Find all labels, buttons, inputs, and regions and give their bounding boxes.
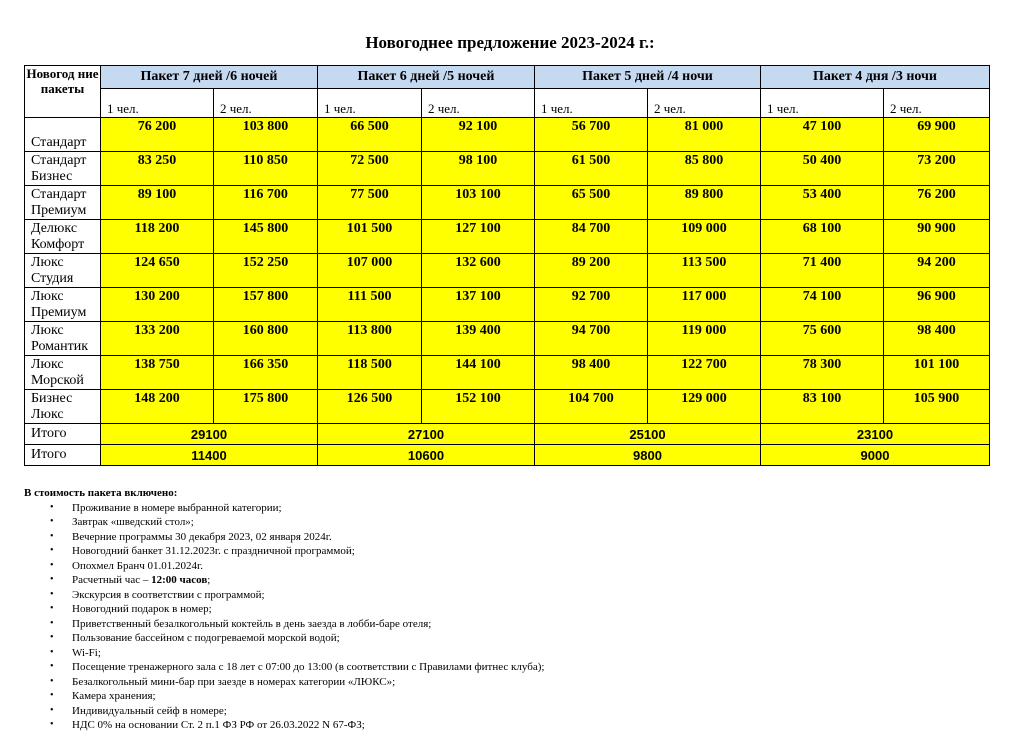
list-item: [50, 530, 984, 545]
sub-header: 1 чел.: [761, 89, 884, 118]
total-row: [25, 424, 990, 445]
price-cell: 98 100: [422, 152, 535, 186]
bullet-icon: •: [50, 545, 54, 556]
list-item: [50, 602, 984, 617]
sub-header: 1 чел.: [101, 89, 214, 118]
price-cell: 110 850: [214, 152, 318, 186]
price-cell: 107 000: [318, 254, 422, 288]
total-value: 27100: [318, 424, 535, 445]
table-row: [25, 288, 990, 322]
total-value: 29100: [101, 424, 318, 445]
price-cell: 47 100: [761, 118, 884, 152]
bullet-icon: •: [50, 704, 54, 716]
bullet-icon: •: [50, 719, 54, 730]
bullet-icon: •: [50, 603, 54, 614]
table-row: [25, 322, 990, 356]
price-cell: 117 000: [648, 288, 761, 322]
bullet-icon: •: [50, 661, 54, 672]
total-value: 10600: [318, 445, 535, 466]
price-cell: 84 700: [535, 220, 648, 254]
price-cell: 92 700: [535, 288, 648, 322]
price-cell: 69 900: [884, 118, 990, 152]
list-item-text: НДС 0% на основании Ст. 2 п.1 ФЗ РФ от 26.03.2022 N 67-ФЗ;: [72, 719, 365, 731]
price-cell: 145 800: [214, 220, 318, 254]
list-item: [50, 544, 984, 559]
row-category: Бизнес Люкс: [25, 390, 101, 424]
list-item-text: Посещение тренажерного зала с 18 лет с 07:00 до 13:00 (в соответствии с Правилами фитнес клуба);: [72, 661, 545, 673]
list-item: [50, 704, 984, 719]
table-row: [25, 186, 990, 220]
total-row: [25, 445, 990, 466]
list-item-text: Экскурсия в соответствии с программой;: [72, 588, 265, 601]
price-cell: 113 500: [648, 254, 761, 288]
row-category: Люкс Морской: [25, 356, 101, 390]
price-cell: 122 700: [648, 356, 761, 390]
price-cell: 160 800: [214, 322, 318, 356]
price-cell: 98 400: [535, 356, 648, 390]
list-item-checkout: [50, 573, 984, 588]
list-item: [50, 501, 984, 516]
list-item: [50, 646, 984, 661]
price-cell: 166 350: [214, 356, 318, 390]
checkout-time: 12:00 часов: [151, 574, 208, 586]
list-item-text: Пользование бассейном с подогреваемой морской водой;: [72, 632, 340, 644]
price-cell: 76 200: [884, 186, 990, 220]
included-title: В стоимость пакета включено:: [24, 487, 178, 499]
price-cell: 118 200: [101, 220, 214, 254]
total-label: Итого: [25, 424, 101, 445]
price-cell: 66 500: [318, 118, 422, 152]
price-cell: 74 100: [761, 288, 884, 322]
sub-header: 2 чел.: [422, 89, 535, 118]
row-category: Люкс Романтик: [25, 322, 101, 356]
package-header-5days: Пакет 5 дней /4 ночи: [535, 66, 761, 89]
list-item-text: Индивидуальный сейф в номере;: [72, 704, 227, 717]
price-cell: 103 100: [422, 186, 535, 220]
price-cell: 81 000: [648, 118, 761, 152]
price-cell: 152 100: [422, 390, 535, 424]
sub-header: 2 чел.: [884, 89, 990, 118]
row-category: Стандарт Премиум: [25, 186, 101, 220]
table-row: [25, 254, 990, 288]
price-cell: 76 200: [101, 118, 214, 152]
list-item-text: Новогодний подарок в номер;: [72, 603, 212, 615]
price-cell: 68 100: [761, 220, 884, 254]
price-cell: 127 100: [422, 220, 535, 254]
list-item-text: Новогодний банкет 31.12.2023г. с праздничной программой;: [72, 545, 355, 557]
bullet-icon: •: [50, 617, 54, 629]
price-cell: 90 900: [884, 220, 990, 254]
price-cell: 89 100: [101, 186, 214, 220]
price-cell: 148 200: [101, 390, 214, 424]
checkout-suffix: ;: [207, 574, 211, 586]
price-cell: 119 000: [648, 322, 761, 356]
total-value: 25100: [535, 424, 761, 445]
list-item: [50, 631, 984, 646]
sub-header: 1 чел.: [318, 89, 422, 118]
price-cell: 152 250: [214, 254, 318, 288]
price-cell: 94 700: [535, 322, 648, 356]
bullet-icon: •: [50, 530, 54, 542]
total-value: 9800: [535, 445, 761, 466]
list-item-text: Безалкогольный мини-бар при заезде в номерах категории «ЛЮКС»;: [72, 675, 396, 688]
price-cell: 78 300: [761, 356, 884, 390]
price-cell: 111 500: [318, 288, 422, 322]
price-cell: 83 100: [761, 390, 884, 424]
total-value: 11400: [101, 445, 318, 466]
checkout-prefix: Расчетный час –: [72, 574, 152, 586]
bullet-icon: •: [50, 632, 54, 643]
price-cell: 109 000: [648, 220, 761, 254]
price-table-body: [25, 118, 990, 424]
price-cell: 61 500: [535, 152, 648, 186]
row-category: Делюкс Комфорт: [25, 220, 101, 254]
price-cell: 130 200: [101, 288, 214, 322]
package-header-4days: Пакет 4 дня /3 ночи: [761, 66, 990, 89]
price-cell: 72 500: [318, 152, 422, 186]
table-row: [25, 220, 990, 254]
list-item-text: Вечерние программы 30 декабря 2023, 02 января 2024г.: [72, 530, 332, 543]
price-cell: 83 250: [101, 152, 214, 186]
table-row: [25, 390, 990, 424]
list-item-text: Камера хранения;: [72, 690, 156, 702]
price-cell: 157 800: [214, 288, 318, 322]
list-item: [50, 718, 984, 733]
price-cell: 113 800: [318, 322, 422, 356]
price-cell: 56 700: [535, 118, 648, 152]
list-item-text: Wi-Fi;: [72, 646, 101, 659]
list-item-text: Завтрак «шведский стол»;: [72, 516, 194, 528]
price-cell: 89 200: [535, 254, 648, 288]
table-row: [25, 356, 990, 390]
sub-header: 2 чел.: [648, 89, 761, 118]
price-cell: 116 700: [214, 186, 318, 220]
price-table: [24, 65, 990, 466]
price-cell: 101 500: [318, 220, 422, 254]
price-cell: 75 600: [761, 322, 884, 356]
list-item: [50, 660, 984, 675]
price-cell: 50 400: [761, 152, 884, 186]
price-cell: 92 100: [422, 118, 535, 152]
price-cell: 129 000: [648, 390, 761, 424]
price-cell: 101 100: [884, 356, 990, 390]
corner-header: Новогод ние пакеты: [25, 66, 101, 118]
bullet-icon: •: [50, 690, 54, 701]
package-header-7days: Пакет 7 дней /6 ночей: [101, 66, 318, 89]
price-cell: 53 400: [761, 186, 884, 220]
price-cell: 96 900: [884, 288, 990, 322]
list-item: [50, 559, 984, 574]
row-category: Стандарт Бизнес: [25, 152, 101, 186]
price-cell: 132 600: [422, 254, 535, 288]
table-row: [25, 118, 990, 152]
page-title: Новогоднее предложение 2023-2024 г.:: [365, 33, 655, 52]
bullet-icon: •: [50, 516, 54, 527]
list-item: [50, 515, 984, 530]
price-cell: 105 900: [884, 390, 990, 424]
bullet-icon: •: [50, 559, 54, 571]
list-item: [50, 588, 984, 603]
price-cell: 85 800: [648, 152, 761, 186]
price-cell: 133 200: [101, 322, 214, 356]
price-cell: 104 700: [535, 390, 648, 424]
list-item-text: Опохмел Бранч 01.01.2024г.: [72, 559, 204, 572]
total-label: Итого: [25, 445, 101, 466]
bullet-icon: •: [50, 574, 54, 585]
list-item: [50, 617, 984, 632]
price-cell: 124 650: [101, 254, 214, 288]
bullet-icon: •: [50, 501, 54, 513]
price-cell: 73 200: [884, 152, 990, 186]
list-item: [50, 675, 984, 690]
list-item-text: Проживание в номере выбранной категории;: [72, 501, 282, 514]
price-cell: 138 750: [101, 356, 214, 390]
bullet-icon: •: [50, 646, 54, 658]
price-cell: 103 800: [214, 118, 318, 152]
price-cell: 175 800: [214, 390, 318, 424]
row-category: Люкс Премиум: [25, 288, 101, 322]
price-cell: 77 500: [318, 186, 422, 220]
row-category: Люкс Студия: [25, 254, 101, 288]
price-cell: 144 100: [422, 356, 535, 390]
list-item-text: Приветственный безалкогольный коктейль в день заезда в лобби-баре отеля;: [72, 617, 432, 630]
price-cell: 94 200: [884, 254, 990, 288]
price-cell: 137 100: [422, 288, 535, 322]
total-value: 23100: [761, 424, 990, 445]
sub-header: 2 чел.: [214, 89, 318, 118]
list-item: [50, 689, 984, 704]
price-cell: 139 400: [422, 322, 535, 356]
table-row: [25, 152, 990, 186]
package-header-6days: Пакет 6 дней /5 ночей: [318, 66, 535, 89]
price-cell: 118 500: [318, 356, 422, 390]
bullet-icon: •: [50, 675, 54, 687]
included-list: [24, 501, 984, 733]
price-cell: 126 500: [318, 390, 422, 424]
price-cell: 89 800: [648, 186, 761, 220]
price-cell: 65 500: [535, 186, 648, 220]
bullet-icon: •: [50, 588, 54, 600]
sub-header: 1 чел.: [535, 89, 648, 118]
row-category: Стандарт: [25, 118, 101, 152]
total-value: 9000: [761, 445, 990, 466]
included-section: [24, 486, 984, 733]
price-cell: 98 400: [884, 322, 990, 356]
price-cell: 71 400: [761, 254, 884, 288]
totals-body: [25, 424, 990, 466]
